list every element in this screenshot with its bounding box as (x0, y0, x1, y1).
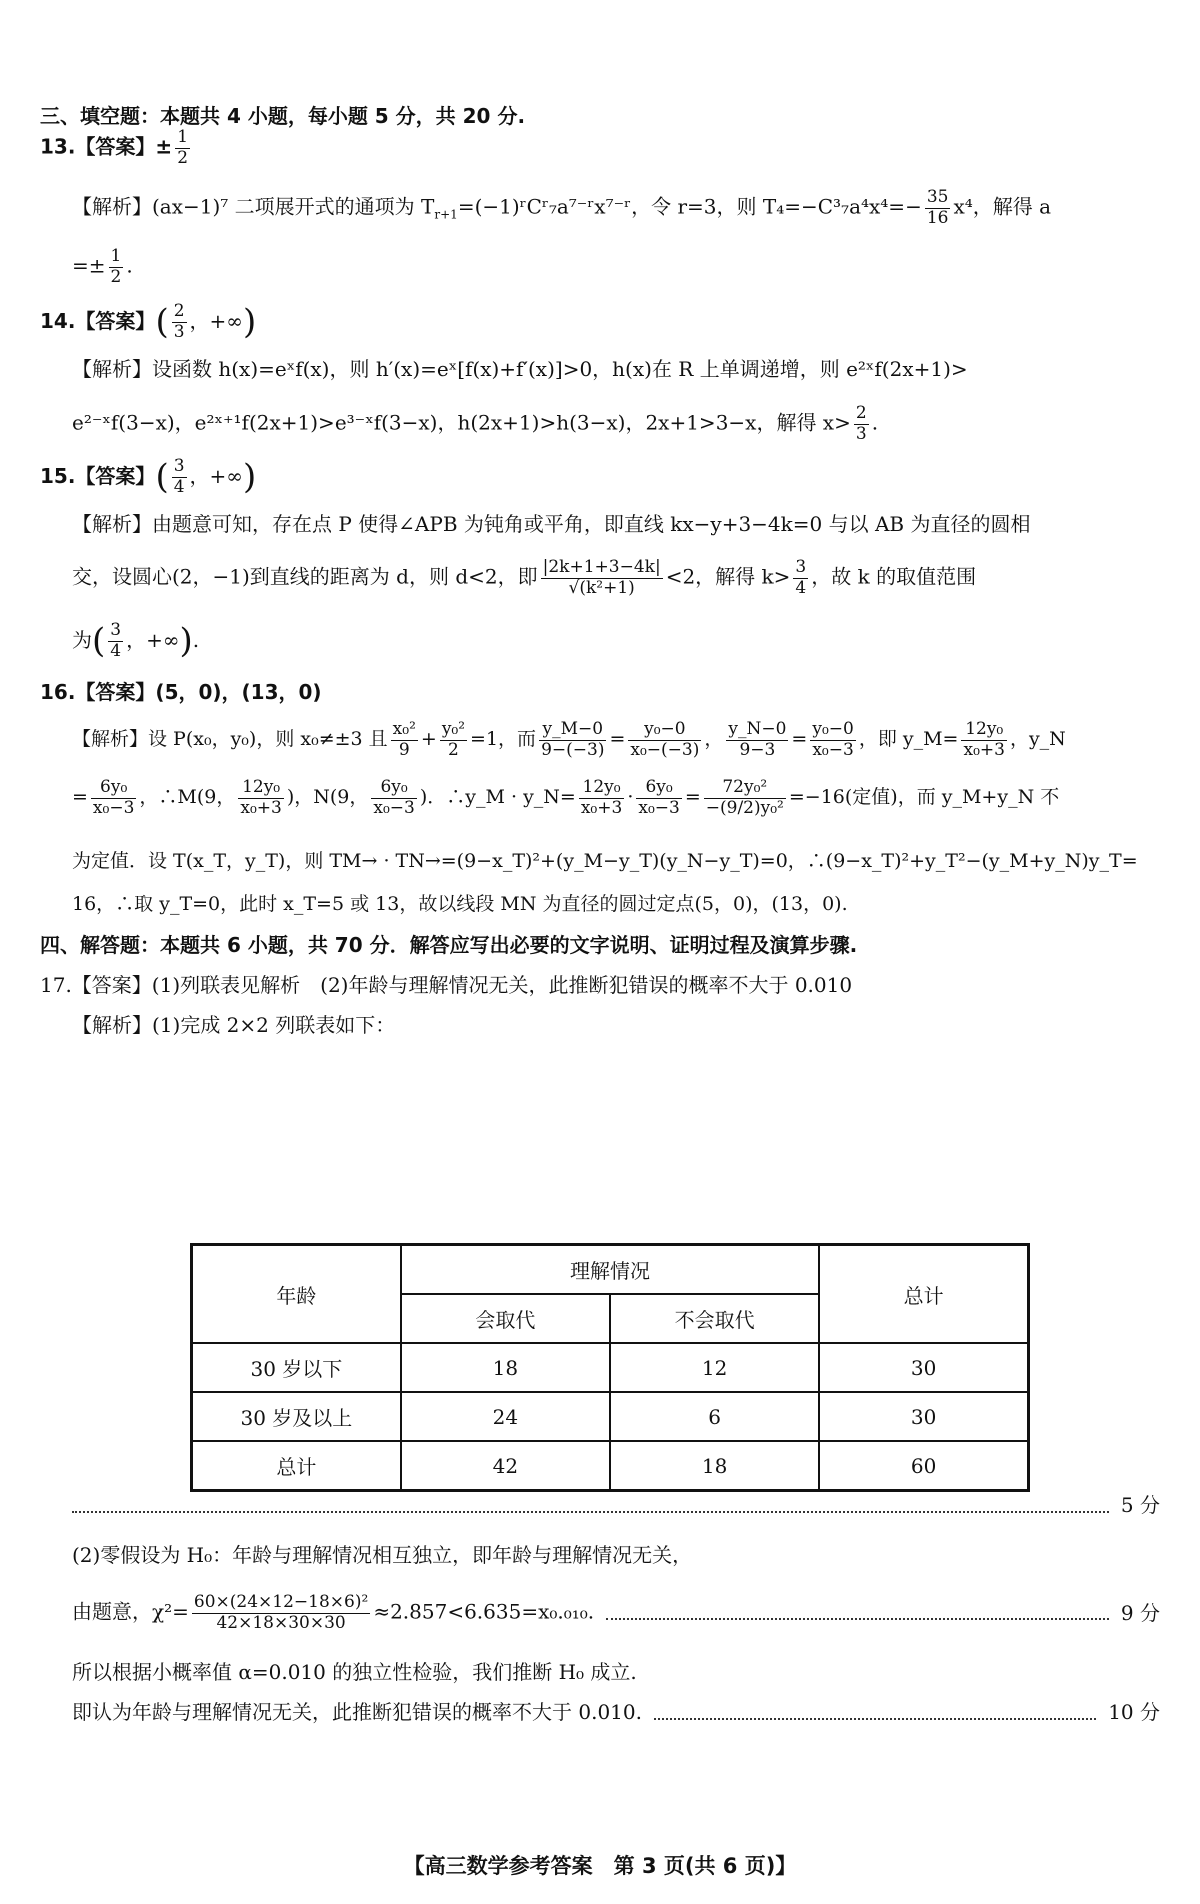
header-age: 年龄 (192, 1245, 401, 1344)
score-5: 5 分 (1120, 1493, 1160, 1517)
section4-heading: 四、解答题：本题共 6 小题，共 70 分．解答应写出必要的文字说明、证明过程及演算步骤. (40, 933, 858, 957)
q16-explanation-line4: 16，∴取 y_T=0，此时 x_T=5 或 13，故以线段 MN 为直径的圆过定点(5，0)，(13，0). (72, 893, 848, 915)
q17-part2-line4: 即认为年龄与理解情况无关，此推断犯错误的概率不大于 0.010. 10 分 (72, 1700, 1160, 1724)
q13-answer (40, 128, 1160, 168)
q16-explanation: 【解析】设 P(x₀，y₀)，则 x₀≠±3 且 $\frac{\text{x₀²}}{9}$ + $\frac{\text{y₀²}}{2}$ =1，而 $\frac{y\_M-0}{9-(-3)}$ = $\frac{\text{y₀−0}}{\text{x₀−(−3)}}$ ， $\frac{y\_N-0}{9-3}$ = $\frac{\text{y₀−0}}{\text{x₀−3}}$ ，即 y_M= $\frac{\text{12y₀}}{\text{x₀+3}}$ ，y_N (72, 719, 1066, 760)
q13-answer-frac: $\frac{1}{2}$ (177, 127, 189, 168)
q17-answer: 17.【答案】(1)列联表见解析 (2)年龄与理解情况无关，此推断犯错误的概率不大于 0.010 (40, 973, 853, 997)
header-can-replace: 会取代 (401, 1294, 610, 1343)
header-understanding: 理解情况 (401, 1245, 820, 1295)
q13-answer-label: 13.【答案】± (40, 134, 173, 159)
q17-explanation-intro: 【解析】(1)完成 2×2 列联表如下： (72, 1013, 396, 1037)
q17-part2-line2: 由题意，χ²= $\frac{\text{60×(24×12−18×6)²}}{42\times 18\times 30\times 30}$ ≈2.857<6.635=x₀.₀₁₀. 9 分 (72, 1592, 1160, 1633)
q16-answer: 16.【答案】(5，0)，(13，0) (40, 680, 322, 704)
table-row: 30 岁以下 18 12 30 (192, 1343, 1029, 1392)
score-line-1 (72, 1493, 1160, 1518)
q15-answer: 15.【答案】( $\frac{3}{4}$ ，+∞) (40, 456, 257, 497)
section3-heading: 三、填空题：本题共 4 小题，每小题 5 分，共 20 分. (40, 104, 526, 128)
q14-explanation: 【解析】设函数 h(x)=eˣf(x)，则 h′(x)=eˣ[f(x)+f′(x)]>0，h(x)在 R 上单调递增，则 e²ˣf(2x+1)> (72, 357, 968, 381)
table-row: 总计 42 18 60 (192, 1441, 1029, 1491)
contingency-table (190, 1243, 1030, 1492)
q17-part2-line1: (2)零假设为 H₀：年龄与理解情况相互独立，即年龄与理解情况无关， (72, 1543, 693, 1567)
q17-part2-line3: 所以根据小概率值 α=0.010 的独立性检验，我们推断 H₀ 成立. (72, 1660, 637, 1684)
score-10: 10 分 (1108, 1700, 1160, 1724)
q15-explanation-line3: 为( $\frac{3}{4}$ ，+∞). (72, 620, 200, 661)
q15-explanation: 【解析】由题意可知，存在点 P 使得∠APB 为钝角或平角，即直线 kx−y+3−4k=0 与以 AB 为直径的圆相 (72, 512, 1031, 536)
q13-explanation-line2: =± $\frac{1}{2}$ . (72, 246, 133, 287)
q14-answer: 14.【答案】( $\frac{2}{3}$ ，+∞) (40, 301, 257, 342)
header-cannot-replace: 不会取代 (610, 1294, 819, 1343)
header-total: 总计 (819, 1245, 1028, 1344)
q13-explanation: 【解析】(ax−1)⁷ 二项展开式的通项为 $T_{r+1}=(-1)ʳCʳ_7a^{7-}ʳx^{7-}ʳ$，令 r=3，则 T₄=−C³₇a⁴x⁴=− $\frac{35}{16}$ x⁴，解得 a (72, 187, 1052, 228)
page-footer: 【高三数学参考答案 第 3 页(共 6 页)】 (403, 1854, 797, 1878)
q16-explanation-line2: = $\frac{\text{6y₀}}{\text{x₀−3}}$ ，∴M(9， $\frac{\text{12y₀}}{\text{x₀+3}}$ )，N(9， $\frac{\text{6y₀}}{\text{x₀−3}}$ )．∴y_M · y_N= $\frac{\text{12y₀}}{\text{x₀+3}}$ · $\frac{\text{6y₀}}{\text{x₀−3}}$ = $\frac{\text{72y₀²}}{\text{−(9/2)y₀²}}$ =−16(定值)，而 y_M+y_N 不 (72, 777, 1060, 818)
q16-explanation-line3: 为定值．设 T(x_T，y_T)，则 TM→ · TN→=(9−x_T)²+(y_M−y_T)(y_N−y_T)=0，∴(9−x_T)²+y_T²−(y_M+y_N)y_T= (72, 850, 1138, 872)
score-9: 9 分 (1120, 1600, 1160, 1625)
q14-explanation-line2: e²⁻ˣf(3−x)，e²ˣ⁺¹f(2x+1)>e³⁻ˣf(3−x)，h(2x+1)>h(3−x)，2x+1>3−x，解得 x> $\frac{2}{3}$ . (72, 403, 879, 444)
q15-explanation-line2: 交，设圆心(2，−1)到直线的距离为 d，则 d<2，即 $\frac{|2k+1+3-4k|}{\text{√(k²+1)}}$ <2，解得 k> $\frac{3}{4}$ ，故 k 的取值范围 (72, 557, 977, 598)
table-row: 30 岁及以上 24 6 30 (192, 1392, 1029, 1441)
